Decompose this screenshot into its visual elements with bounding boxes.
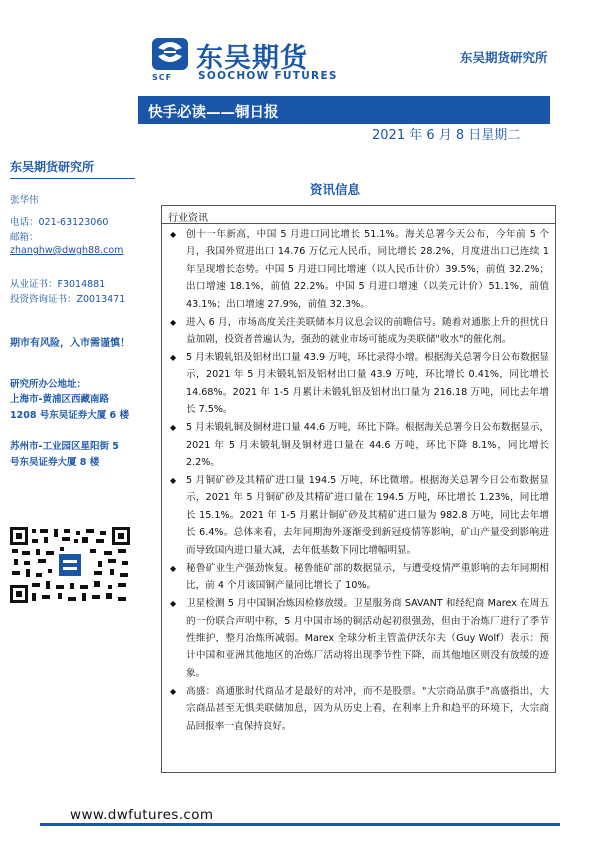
news-text: 5 月未锻轧铝及铝材出口量 43.9 万吨，环比录得小增。根据海关总署今日公布数据显示，2021 年 5 月未锻轧铝及铝材出口量 43.9 万吨，环比增长 0.41%，同比增长 14.68%。2021 年 1-5 月累计未锻轧铝及铝材出口量为 216.18 万吨，同比去年增长 7.5%。 <box>186 352 549 416</box>
soochow-logo-icon <box>150 36 190 78</box>
bullet-icon: ◆ <box>170 317 177 327</box>
suzhou-address-line1: 苏州市-工业园区星阳街 5 <box>10 441 119 452</box>
news-item <box>162 472 549 559</box>
logo-english-name: SOOCHOW FUTURES <box>198 70 338 82</box>
section-title: 资讯信息 <box>310 182 361 197</box>
news-item <box>162 595 549 682</box>
license-number: 从业证书：F3014881 <box>10 279 106 290</box>
news-item <box>162 683 549 735</box>
logo-chinese-name: 东吴期货 <box>196 43 308 74</box>
news-item <box>162 349 549 419</box>
news-text: 卫星检测 5 月中国铜冶炼因检修放缓。卫星服务商 SAVANT 和经纪商 Marex 在周五的一份联合声明中称，5 月中国市场的铜活动起初很强劲，但由于冶炼厂进行了季节性维护，整月冶炼所减弱。Marex 全球分析主管盖伊沃尔夫（Guy Wolf）表示：预计中国和亚洲其他地区的冶炼厂活动将出现季节性下降，而其他地区则没有放缓的迹象。 <box>186 598 549 679</box>
shanghai-address-line1: 上海市-黄浦区西藏南路 <box>10 394 109 405</box>
news-item <box>162 314 549 349</box>
bullet-icon: ◆ <box>170 686 177 696</box>
institute-name: 东吴期货研究所 <box>460 50 548 65</box>
sidebar-divider <box>10 178 135 179</box>
sidebar-org: 东吴期货研究所 <box>10 160 95 174</box>
report-date: 2021 年 6 月 8 日星期二 <box>372 128 521 143</box>
news-text: 5 月铜矿砂及其精矿进口量 194.5 万吨，环比微增。根据海关总署今日公布数据显示，2021 年 5 月铜矿砂及其精矿进口量在 194.5 万吨，环比增长 1.23%，同比增长 15.1%。2021 年 1-5 月累计铜矿砂及其精矿进口量为 982.8 万吨，同比去年增长 6.4%。总体来看，去年同期海外逐渐受到新冠疫情等影响，矿山产量受到影响进而导致国内进口量大减，去年低基数下同比增幅明显。 <box>186 475 549 556</box>
analyst-phone: 电话：021-63123060 <box>10 217 109 228</box>
news-text: 秘鲁矿业生产强劲恢复。秘鲁能矿部的数据显示，与遭受疫情严重影响的去年同期相比，前 4 个月该国铜产量同比增长了 10%。 <box>186 562 549 592</box>
analyst-name: 张华伟 <box>10 195 39 206</box>
advisory-number: 投资咨询证书：Z0013471 <box>10 294 126 305</box>
bullet-icon: ◆ <box>170 230 177 239</box>
news-list <box>162 224 555 735</box>
news-text: 5 月未锻轧铜及铜材进口量 44.6 万吨，环比下降。根据海关总署今日公布数据显示，2021 年 5 月未锻轧铜及铜材进口量在 44.6 万吨，环比下降 8.1%，同比增长 2.2%。 <box>186 422 549 469</box>
office-title: 研究所办公地址： <box>10 379 87 390</box>
news-text: 创十一年新高，中国 5 月进口同比增长 51.1%。海关总署今天公布，今年前 5 个月，我国外贸进出口 14.76 万亿元人民币，同比增长 28.2%，月度进出口已连续 1 年呈现增长态势。中国 5 月进口同比增速（以人民币计价）39.5%，前值 32.2%；出口增速 18.1%，前值 22.2%。中国 5 月进口增速（以美元计价）51.1%，前值 43.1%；出口增速 27.9%，前值 32.3%。 <box>186 229 549 310</box>
bullet-icon: ◆ <box>170 353 177 363</box>
news-item <box>162 419 549 471</box>
title-banner <box>138 96 550 124</box>
risk-notice: 期市有风险，入市需谨慎！ <box>10 338 130 349</box>
footer-divider <box>40 823 560 826</box>
logo-abbr: SCF <box>152 73 173 82</box>
bullet-icon: ◆ <box>170 476 177 486</box>
qr-code <box>10 527 130 603</box>
news-table <box>161 205 556 773</box>
news-text: 进入 6 月，市场高度关注美联储本月议息会议的前瞻信号。随着对通胀上升的担忧日益加剧，投资者普遍认为，强劲的就业市场可能成为美联储"收水"的催化剂。 <box>186 316 549 346</box>
news-item <box>162 560 549 595</box>
bullet-icon: ◆ <box>170 423 177 433</box>
analyst-email[interactable]: zhanghw@dwgh88.com <box>10 245 124 256</box>
bullet-icon: ◆ <box>170 599 177 609</box>
report-title: 快手必读——铜日报 <box>148 105 279 121</box>
bullet-icon: ◆ <box>170 563 177 573</box>
company-logo <box>150 36 360 86</box>
news-text: 高盛：高通胀时代商品才是最好的对冲，而不是股票。"大宗商品旗手"高盛指出，大宗商品甚至无惧美联储加息，因为从历史上看，在利率上升和趋平的环境下，大宗商品回报率一直保持良好。 <box>186 685 549 732</box>
footer-url[interactable]: www.dwfutures.com <box>70 807 214 823</box>
analyst-email-label: 邮箱： <box>10 232 39 243</box>
news-table-header: 行业资讯 <box>162 206 555 224</box>
shanghai-address-line2: 1208 号东吴证券大厦 6 楼 <box>10 410 129 421</box>
suzhou-address-line2: 号东吴证券大厦 8 楼 <box>10 457 100 468</box>
news-item <box>162 226 549 313</box>
